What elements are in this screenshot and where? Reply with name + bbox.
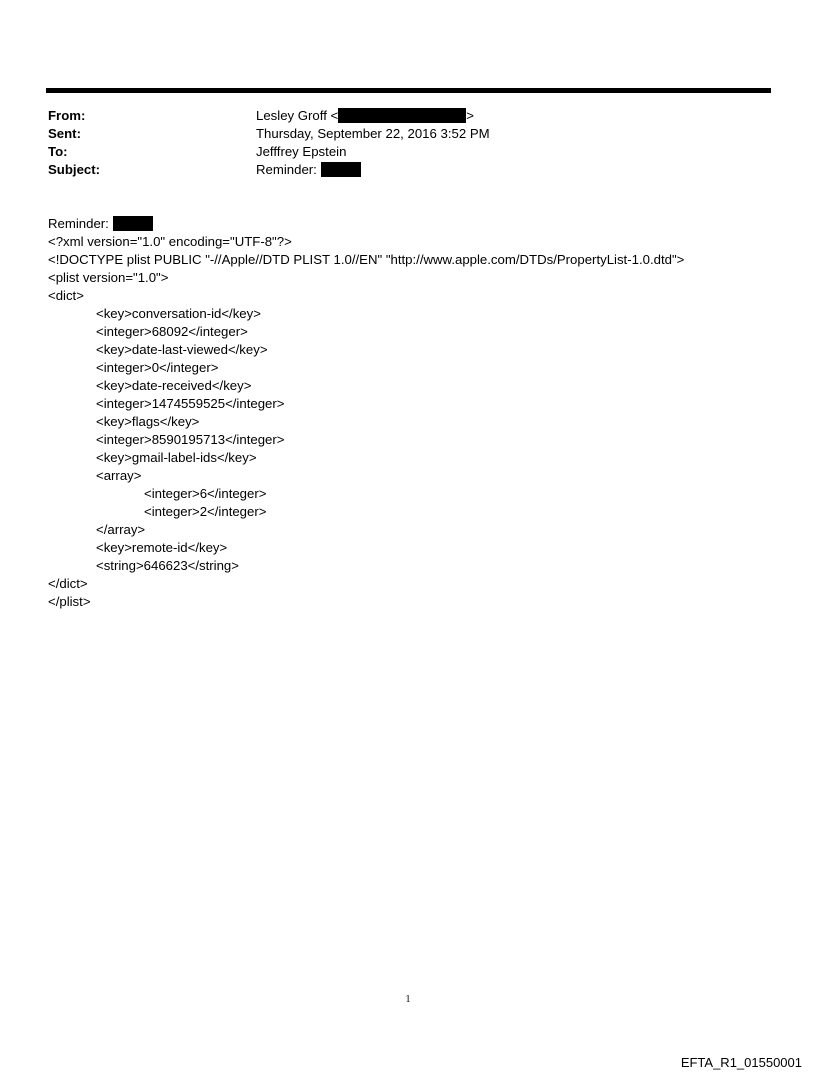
plist-line: <key>date-last-viewed</key> [96, 342, 268, 357]
plist-line: <integer>2</integer> [144, 504, 267, 519]
header-rule [46, 88, 771, 93]
redaction-block [113, 216, 153, 231]
from-value [256, 107, 748, 125]
plist-line: <string>646623</string> [96, 558, 239, 573]
plist-line: <integer>8590195713</integer> [96, 432, 285, 447]
plist-line: <key>remote-id</key> [96, 540, 228, 555]
to-value: Jefffrey Epstein [256, 144, 347, 159]
plist-line: <key>date-received</key> [96, 378, 252, 393]
redaction-block [321, 162, 361, 177]
email-body [48, 215, 788, 611]
subject-label: Subject: [48, 162, 101, 177]
plist-line: <key>gmail-label-ids</key> [96, 450, 257, 465]
sent-value: Thursday, September 22, 2016 3:52 PM [256, 126, 490, 141]
page-number: 1 [405, 994, 411, 1005]
redaction-block [338, 108, 466, 123]
from-name: Lesley Groff < [256, 108, 339, 123]
subject-value [256, 161, 748, 179]
plist-line: <integer>68092</integer> [96, 324, 248, 339]
plist-line: <key>conversation-id</key> [96, 306, 261, 321]
plist-line: <dict> [48, 288, 84, 303]
to-row [48, 143, 748, 161]
subject-row [48, 161, 748, 179]
plist-line: </dict> [48, 576, 88, 591]
sent-label: Sent: [48, 126, 81, 141]
plist-line: </array> [96, 522, 146, 537]
plist-content [48, 233, 788, 611]
plist-line: <integer>6</integer> [144, 486, 267, 501]
subject-text: Reminder: [256, 162, 317, 177]
plist-line: <array> [96, 468, 142, 483]
plist-line: <integer>0</integer> [96, 360, 219, 375]
plist-line: <!DOCTYPE plist PUBLIC "-//Apple//DTD PLIST 1.0//EN" "http://www.apple.com/DTDs/PropertyList-1.0.dtd"> [48, 252, 685, 267]
from-label: From: [48, 108, 86, 123]
plist-line: </plist> [48, 594, 91, 609]
plist-line: <?xml version="1.0" encoding="UTF-8"?> [48, 234, 292, 249]
to-label: To: [48, 144, 68, 159]
email-header [48, 107, 748, 179]
sent-row [48, 125, 748, 143]
plist-line: <key>flags</key> [96, 414, 200, 429]
plist-line: <integer>1474559525</integer> [96, 396, 285, 411]
from-row [48, 107, 748, 125]
from-tail: > [466, 108, 474, 123]
bates-number: EFTA_R1_01550001 [680, 1055, 802, 1070]
reminder-label: Reminder: [48, 216, 109, 231]
plist-line: <plist version="1.0"> [48, 270, 169, 285]
reminder-line [48, 215, 788, 233]
